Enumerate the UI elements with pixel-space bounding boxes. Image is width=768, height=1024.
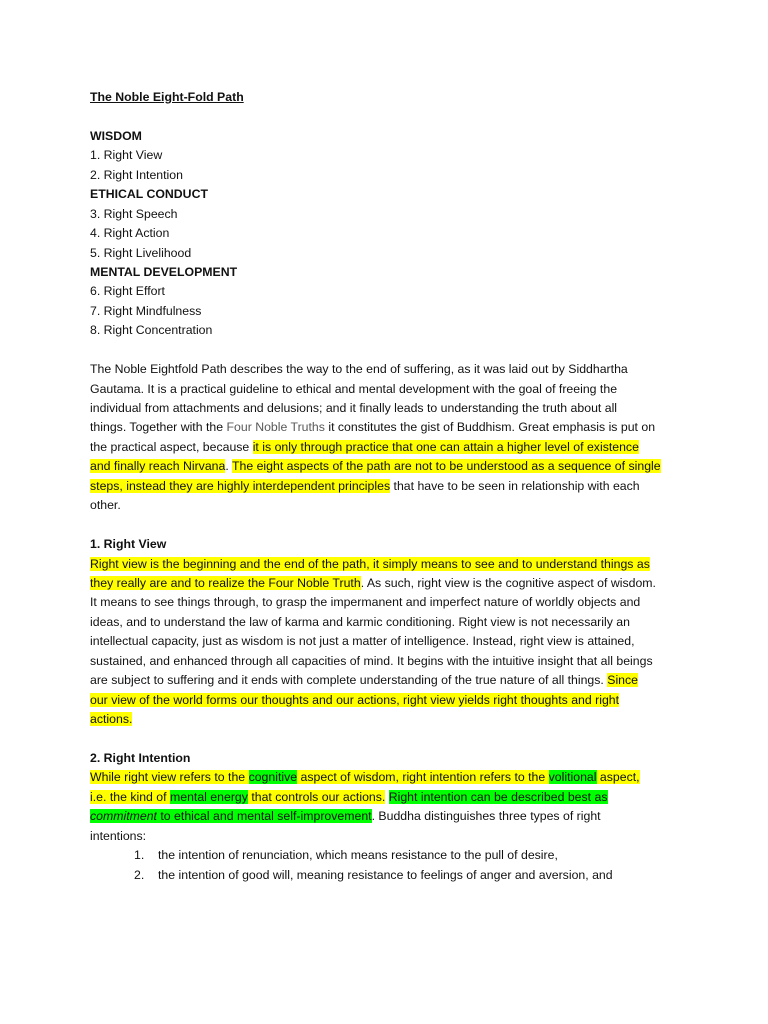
section-right-intention	[90, 749, 690, 885]
list-item	[90, 866, 690, 885]
text-line: The Noble Eightfold Path describes the way to the end of suffering, as it was laid out by Siddhartha	[90, 362, 628, 377]
highlight-yellow: While right view refers to the	[90, 770, 249, 785]
list-number: 2.	[134, 867, 145, 882]
highlight-yellow: our view of the world forms our thoughts and our actions, right view yields right thoughts and right	[90, 692, 620, 707]
highlight-green: Right intention can be described best as	[388, 789, 608, 804]
highlight-yellow: The eight aspects of the path are not to be understood as a sequence of single	[231, 459, 661, 474]
list-number: 1.	[134, 848, 145, 863]
text-line	[90, 438, 690, 457]
highlight-yellow: they really are and to realize the Four Noble Truth	[90, 575, 361, 590]
text-line	[90, 477, 690, 496]
highlight-green: mental energy	[169, 789, 248, 804]
text-line	[90, 807, 690, 826]
highlight-yellow: i.e. the kind of	[90, 789, 170, 804]
text-line	[90, 457, 690, 476]
text-line	[90, 768, 690, 787]
highlight-yellow: that controls our actions.	[247, 789, 386, 804]
section-right-view	[90, 535, 690, 729]
spacer	[90, 729, 690, 748]
document-page	[90, 88, 690, 885]
section-heading: 2. Right Intention	[90, 750, 191, 765]
heading-mental-development: MENTAL DEVELOPMENT	[90, 264, 238, 279]
highlight-green: to ethical and mental self-improvement	[156, 809, 372, 824]
highlight-green: commitment	[90, 809, 157, 824]
list-text: the intention of good will, meaning resistance to feelings of anger and aversion, and	[158, 867, 613, 882]
text-span: are subject to suffering and it ends with complete understanding of the true nature of all things.	[90, 673, 608, 688]
section-heading: 1. Right View	[90, 537, 167, 552]
outline-item-5: 5. Right Livelihood	[90, 245, 192, 260]
outline-item-7: 7. Right Mindfulness	[90, 303, 202, 318]
text-line: ideas, and to understand the law of karma and karmic conditioning. Right view is not necessarily an	[90, 614, 630, 629]
highlight-yellow: aspect of wisdom, right intention refers to the	[297, 770, 549, 785]
highlight-yellow: aspect,	[596, 770, 640, 785]
text-span: . As such, right view is the cognitive aspect of wisdom.	[360, 575, 656, 590]
text-line: other.	[90, 498, 121, 513]
highlight-yellow: Right view is the beginning and the end of the path, it simply means to see and to understand things as	[90, 556, 650, 571]
text-line	[90, 710, 690, 729]
text-line	[90, 555, 690, 574]
text-line	[90, 788, 690, 807]
outline-item-2: 2. Right Intention	[90, 167, 183, 182]
highlight-green: volitional	[548, 770, 597, 785]
highlight-yellow: steps, instead they are highly interdependent principles	[90, 478, 391, 493]
outline-item-1: 1. Right View	[90, 148, 163, 163]
outline-item-3: 3. Right Speech	[90, 206, 178, 221]
highlight-yellow: Since	[607, 673, 639, 688]
highlight-yellow: actions.	[90, 712, 133, 726]
list-text: the intention of renunciation, which means resistance to the pull of desire,	[158, 848, 558, 863]
text-span: it constitutes the gist of Buddhism. Great emphasis is put on	[324, 420, 656, 435]
text-line: intentions:	[90, 828, 147, 843]
text-line: Gautama. It is a practical guideline to ethical and mental development with the goal of freeing the	[90, 381, 618, 396]
outline-item-4: 4. Right Action	[90, 226, 170, 241]
text-line	[90, 574, 690, 593]
text-line: sustained, and enhanced through all capacities of mind. It begins with the intuitive insight that all beings	[90, 653, 653, 668]
spacer	[90, 107, 690, 126]
highlight-green: cognitive	[248, 770, 298, 785]
text-line	[90, 691, 690, 710]
highlight-yellow: it is only through practice that one can attain a higher level of existence	[252, 439, 639, 454]
list-item	[90, 846, 690, 865]
text-line	[90, 418, 690, 437]
spacer	[90, 516, 690, 535]
page-title: The Noble Eight-Fold Path	[90, 90, 244, 104]
highlight-yellow: and finally reach Nirvana	[90, 459, 226, 474]
outline-item-8: 8. Right Concentration	[90, 323, 213, 338]
text-span: that have to be seen in relationship with each	[390, 478, 640, 493]
text-span: . Buddha distinguishes three types of right	[371, 809, 601, 824]
heading-wisdom: WISDOM	[90, 128, 142, 143]
text-span: .	[225, 459, 232, 474]
text-line	[90, 671, 690, 690]
text-line: individual from attachments and delusions; and it finally leads to understanding the truth about all	[90, 401, 618, 415]
text-span: things. Together with the	[90, 420, 227, 435]
text-line: intellectual capacity, just as wisdom is not just a matter of intelligence. Instead, right view is attained,	[90, 634, 635, 649]
spacer	[90, 341, 690, 360]
text-line: It means to see things through, to grasp the impermanent and imperfect nature of worldly objects and	[90, 595, 641, 610]
heading-ethical-conduct: ETHICAL CONDUCT	[90, 187, 208, 202]
outline-item-6: 6. Right Effort	[90, 284, 165, 299]
text-span: the practical aspect, because	[90, 439, 253, 454]
four-noble-truths-link[interactable]: Four Noble Truths	[226, 420, 325, 435]
intro-paragraph	[90, 360, 690, 516]
